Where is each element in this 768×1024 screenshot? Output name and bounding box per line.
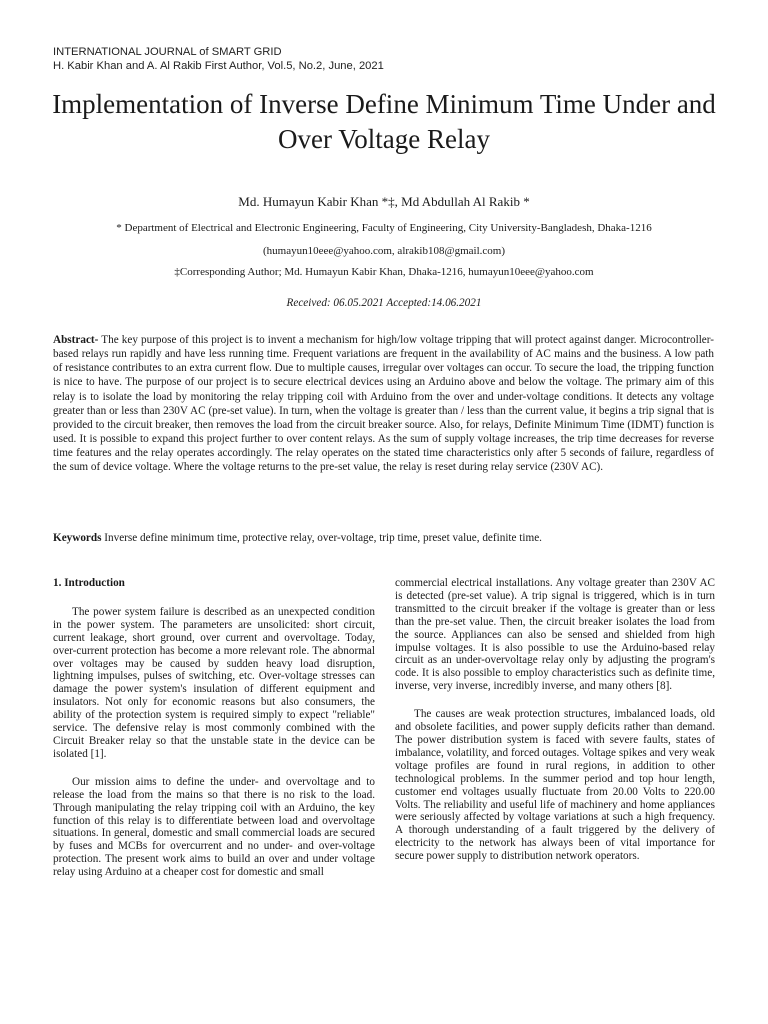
corresponding-author: ‡Corresponding Author; Md. Humayun Kabir Khan, Dhaka-1216, humayun10eee@yahoo.com <box>174 266 594 278</box>
author-emails: (humayun10eee@yahoo.com, alrakib108@gmail.com) <box>262 245 506 257</box>
author-list: Md. Humayun Kabir Khan *‡, Md Abdullah Al Rakib * <box>238 194 530 209</box>
intro-paragraph-2-continued: commercial electrical installations. Any voltage greater than 230V AC is detected (pre-set value). A trip signal is triggered, which is in turn transmitted to the circuit breaker if the voltage is greater than or less than the pre-set value. Then, the circuit breaker isolates the load from the source. Appliances can also be sensed and shielded from high impulse voltages. It is also possible to use the Arduino-based relay circuit as an under-overvoltage relay only by adjusting the program's code. It is also possible to employ characteristics such as definite time, inverse, very inverse, incredibly inverse, and many others [8]. <box>395 577 715 693</box>
journal-name: INTERNATIONAL JOURNAL of SMART GRID <box>53 46 282 58</box>
intro-paragraph-3: The causes are weak protection structures, imbalanced loads, old and obsolete facilities, and power supply deficits rather than demand. The power distribution system is faced with severe faults, states of imbalance, volatility, and forced outages. Voltage spikes and very weak voltage profiles are found in rural regions, in addition to other technological problems. In the summer period and top hour length, customer end voltages usually fluctuate from 20.00 Volts to 220.00 Volts. The reliability and useful life of machinery and home appliances were seriously affected by voltage variations at such a high frequency. A thorough understanding of a fault triggered by the delivery of electricity to the network has always been of vital importance for secure power supply to distribution network operators. <box>395 708 715 863</box>
paper-title: Implementation of Inverse Define Minimum Time Under and Over Voltage Relay <box>52 89 716 154</box>
intro-paragraph-1: The power system failure is described as an unexpected condition in the power system. The parameters are unsolicited: short circuit, current leakage, short ground, over current and overvoltage. Today, over-current protection has become a more relevant role. The abnormal over voltages may be caused by sudden heavy load disruption, lightning impulses, pulses of switching, etc. Over-voltage stresses can damage the power system's insulation of different equipment and insulators. Not only for economic reasons but also consumers, the ability of the protection system is required simply to expect "reliable" service. The defensive relay is most commonly combined with the Circuit Breaker relay so that the unstable state in the device can be isolated [1]. <box>53 605 375 760</box>
citation-line: H. Kabir Khan and A. Al Rakib First Author, Vol.5, No.2, June, 2021 <box>53 60 384 72</box>
abstract <box>53 333 714 475</box>
left-column <box>53 577 375 894</box>
keywords-text: Inverse define minimum time, protective relay, over-voltage, trip time, preset value, definite time. <box>101 532 542 544</box>
affiliation: * Department of Electrical and Electronic Engineering, Faculty of Engineering, City University-Bangladesh, Dhaka-1216 <box>116 222 652 234</box>
intro-paragraph-2: Our mission aims to define the under- and overvoltage and to release the load from the mains so that there is no risk to the load. Through manipulating the relay tripping coil with an Arduino, the key function of this relay is to differentiate between load and overvoltage situations. In general, domestic and small commercial loads are secured by fuses and MCBs for overcurrent and no under- and over-voltage protection. The present work aims to build an over and under voltage relay using Arduino at a cheaper cost for domestic and small <box>53 775 375 879</box>
abstract-text: The key purpose of this project is to invent a mechanism for high/low voltage tripping that will protect against danger. Microcontroller-based relays run rapidly and have less running time. Frequent variations are frequent in the availability of AC mains and the business. A low path of resistance contributes to an extra current flow. Due to multiple causes, irregular over voltages can occur. To secure the load, the tripping function is nice to have. The purpose of our project is to secure electrical devices using an Arduino above and below the voltage. The primary aim of this relay is to isolate the load by monitoring the relay tripping coil with Arduino from the over and under-voltage conditions. It detects any voltage greater than or less than 230V AC (pre-set value). In turn, when the voltage is greater than / less than the current value, it begins a trip signal that is provided to the circuit breaker, then removes the load from the circuit breaker source. Also, for relays, Definite Minimum Time (IDMT) function is used. It is possible to expand this project further to over content relays. As the sum of supply voltage increases, the trip time decreases for reverse time features and the relay operates accordingly. The relay operates on the stated time characteristics only after 5 seconds of failure, regardless of the sum of device voltage. Where the voltage returns to the pre-set value, the relay is reset during relay service (230V AC). <box>53 334 714 474</box>
abstract-label: Abstract- <box>53 334 99 346</box>
section-heading-introduction: 1. Introduction <box>53 577 125 589</box>
keywords <box>53 531 714 545</box>
received-accepted-dates: Received: 06.05.2021 Accepted:14.06.2021 <box>286 297 482 309</box>
journal-header <box>53 45 553 73</box>
right-column <box>395 577 715 878</box>
keywords-label: Keywords <box>53 532 102 544</box>
